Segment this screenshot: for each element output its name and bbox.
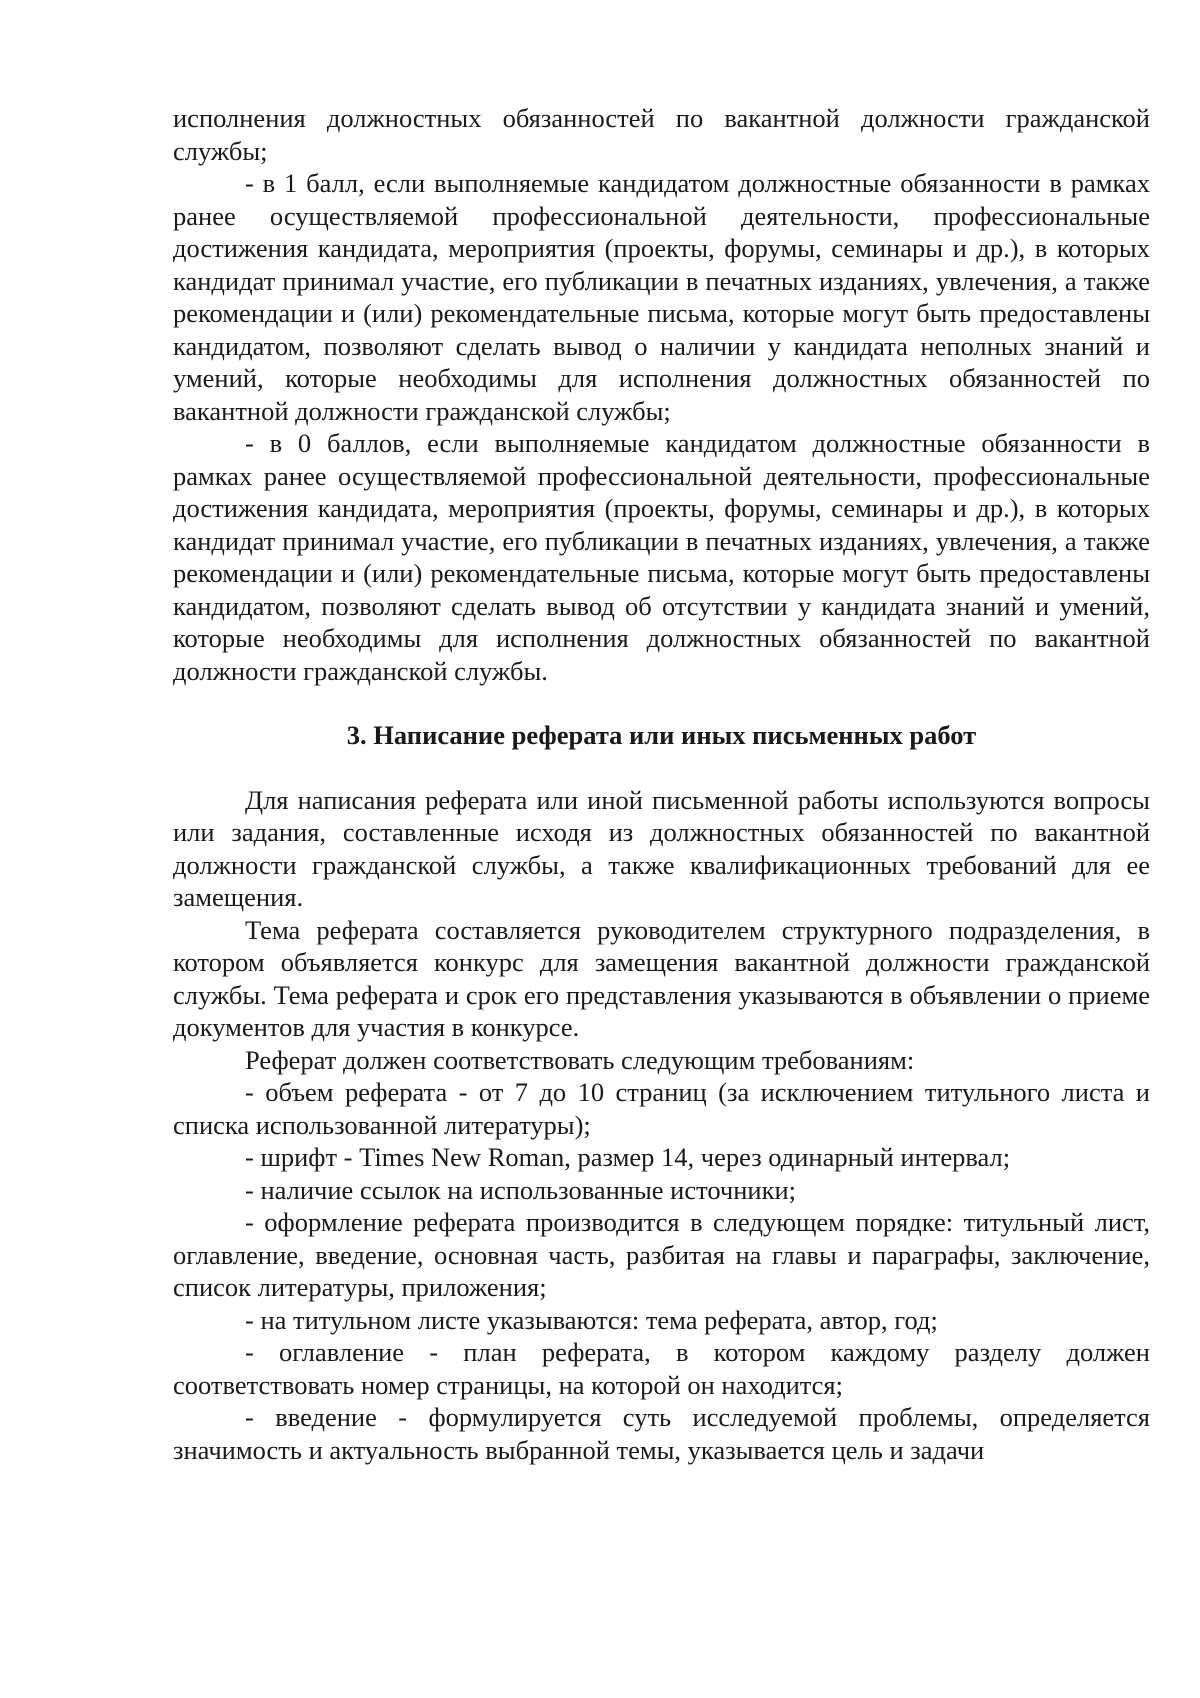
list-item-volume: - объем реферата - от 7 до 10 страниц (за исключением титульного листа и списка использованной литературы); — [173, 1077, 1150, 1140]
paragraph-requirements: Реферат должен соответствовать следующим требованиям: — [245, 1044, 915, 1075]
list-item-font: - шрифт - Times New Roman, размер 14, через одинарный интервал; — [245, 1142, 1011, 1172]
section-heading: 3. Написание реферата или иных письменных работ — [346, 720, 977, 750]
list-item-title-page: - на титульном листе указываются: тема реферата, автор, год; — [245, 1304, 938, 1335]
list-item-references: - наличие ссылок на использованные источники; — [245, 1174, 797, 1205]
paragraph-topic: Тема реферата составляется руководителем структурного подразделения, в котором объявляется конкурс для замещения вакантной должности гражданской службы. Тема реферата и срок его представления указываются в объявлении о приеме документов для участия в конкурсе. — [173, 914, 1150, 1042]
paragraph-score-0: - в 0 баллов, если выполняемые кандидатом должностные обязанности в рамках ранее осуществляемой профессиональной деятельности, профессиональные достижения кандидата, мероприятия (проекты, форумы, семинары и др.), в которых кандидат принимал участие, его публикации в печатных изданиях, увлечения, а также рекомендации и (или) рекомендательные письма, которые могут быть предоставлены кандидатом, позволяют сделать вывод об отсутствии у кандидата знаний и умений, которые необходимы для исполнения должностных обязанностей по вакантной должности гражданской службы. — [173, 428, 1150, 686]
list-item-introduction: - введение - формулируется суть исследуемой проблемы, определяется значимость и актуальность выбранной темы, указывается цель и задачи — [173, 1402, 1150, 1465]
list-item-order: - оформление реферата производится в следующем порядке: титульный лист, оглавление, введение, основная часть, разбитая на главы и параграфы, заключение, список литературы, приложения; — [173, 1207, 1150, 1302]
document-page — [173, 102, 1150, 1466]
paragraph-continuation: исполнения должностных обязанностей по вакантной должности гражданской службы; — [173, 103, 1150, 166]
paragraph-intro: Для написания реферата или иной письменной работы используются вопросы или задания, составленные исходя из должностных обязанностей по вакантной должности гражданской службы, а также квалификационных требований для ее замещения. — [173, 784, 1150, 912]
list-item-contents: - оглавление - план реферата, в котором каждому разделу должен соответствовать номер страницы, на которой он находится; — [173, 1337, 1150, 1400]
paragraph-score-1: - в 1 балл, если выполняемые кандидатом должностные обязанности в рамках ранее осуществляемой профессиональной деятельности, профессиональные достижения кандидата, мероприятия (проекты, форумы, семинары и др.), в которых кандидат принимал участие, его публикации в печатных изданиях, увлечения, а также рекомендации и (или) рекомендательные письма, которые могут быть предоставлены кандидатом, позволяют сделать вывод о наличии у кандидата неполных знаний и умений, которые необходимы для исполнения должностных обязанностей по вакантной должности гражданской службы; — [173, 168, 1150, 426]
